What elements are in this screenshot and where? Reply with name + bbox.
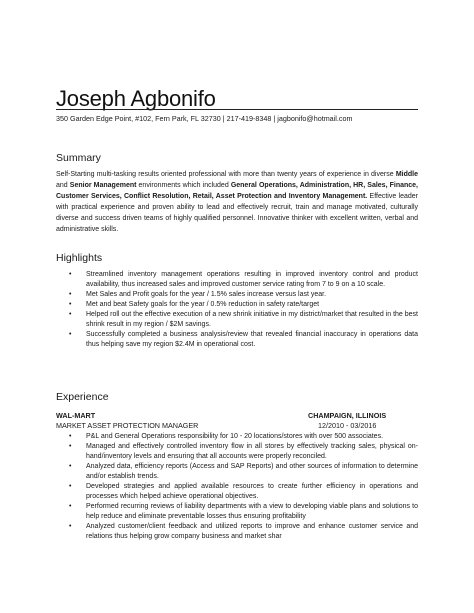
highlight-item-text: Met and beat Safety goals for the year / 0.5% reduction in safety rate/target (86, 301, 320, 308)
job-duty-item (56, 522, 418, 542)
highlight-item-text: Successfully completed a business analysis/review that revealed financial inaccuracy in operations data thus helping save my region $2.4M in operational cost. (86, 331, 418, 348)
job-company: WAL-MART (56, 411, 96, 420)
summary-paragraph (56, 169, 418, 235)
bullet-icon: • (69, 503, 72, 510)
job-duty-item (56, 432, 418, 442)
highlight-item (56, 330, 418, 350)
candidate-name: Joseph Agbonifo (56, 86, 216, 111)
summary-heading: Summary (56, 152, 101, 164)
bullet-icon: • (69, 291, 72, 298)
summary-text-run: environments which included (136, 182, 231, 189)
job-duty-item-text: Analyzed customer/client feedback and utilized reports to improve and enhance customer service and relations thus helping grow company business and market shar (86, 523, 418, 540)
summary-text-run: Self-Starting multi-tasking results oriented professional with more than twenty years of experience in diverse (56, 171, 396, 178)
highlight-item (56, 290, 418, 300)
job-duty-item-text: Managed and effectively controlled inventory flow in all stores by effectively tracking sales, physical on-hand/inventory levels and ensuring that all accounts were properly reconciled. (86, 443, 418, 460)
bullet-icon: • (69, 483, 72, 490)
job-duty-item (56, 462, 418, 482)
experience-heading: Experience (56, 391, 109, 403)
header-rule (56, 109, 418, 110)
bullet-icon: • (69, 301, 72, 308)
job-position: MARKET ASSET PROTECTION MANAGER (56, 421, 199, 430)
highlight-item (56, 300, 418, 310)
summary-emphasis: Middle (395, 171, 418, 178)
summary-text-run: Effective leader with practical experience and proven ability to lead and effectively recruit, train and manage motivated, culturally diverse and success driven teams of highly qualified personnel. Innovative thinker with excellent written, verbal and administrative skills. (56, 193, 418, 233)
summary-emphasis: Senior Management (69, 182, 137, 189)
bullet-icon: • (69, 433, 72, 440)
job-duty-item (56, 482, 418, 502)
summary-text-run: and (56, 182, 70, 189)
job-duty-item (56, 442, 418, 462)
job-duty-item-text: Performed recurring reviews of liability departments with a view to developing viable plans and solutions to help reduce and eliminate preventable losses thus ensuring profitability (86, 503, 418, 520)
job-duty-item-text: P&L and General Operations responsibility for 10 - 20 locations/stores with over 500 associates. (86, 433, 384, 440)
job-duty-item-text: Developed strategies and applied available resources to create further efficiency in operations and processes which helped achieve operational objectives. (86, 483, 418, 500)
job-duty-item-text: Analyzed data, efficiency reports (Access and SAP Reports) and other sources of information to determine and/or establish trends. (86, 463, 418, 480)
highlight-item-text: Met Sales and Profit goals for the year / 1.5% sales increase versus last year. (86, 291, 327, 298)
job-duties-list (56, 432, 418, 542)
bullet-icon: • (69, 463, 72, 470)
bullet-icon: • (69, 271, 72, 278)
highlight-item (56, 310, 418, 330)
highlights-heading: Highlights (56, 252, 103, 264)
job-dates: 12/2010 - 03/2016 (318, 421, 377, 430)
highlight-item (56, 270, 418, 290)
bullet-icon: • (69, 331, 72, 338)
job-duty-item (56, 502, 418, 522)
bullet-icon: • (69, 443, 72, 450)
highlights-list (56, 270, 418, 350)
contact-line: 350 Garden Edge Point, #102, Fern Park, FL 32730 | 217-419-8348 | jagbonifo@hotmail.com (56, 114, 353, 123)
bullet-icon: • (69, 311, 72, 318)
job-location: CHAMPAIGN, ILLINOIS (308, 411, 387, 420)
highlight-item-text: Helped roll out the effective execution of a new shrink initiative in my district/market that resulted in the best shrink result in my region / $2M savings. (86, 311, 418, 328)
highlight-item-text: Streamlined inventory management operations resulting in improved inventory control and product availability, thus increased sales and improved customer service rating from 7 to 9 on a 10 scale. (86, 271, 418, 288)
bullet-icon: • (69, 523, 72, 530)
summary-emphasis: General Operations, Administration, HR, Sales, Finance, Customer Services, Conflict Resolution, Retail, Asset Protection and Inventory Management. (56, 182, 418, 200)
